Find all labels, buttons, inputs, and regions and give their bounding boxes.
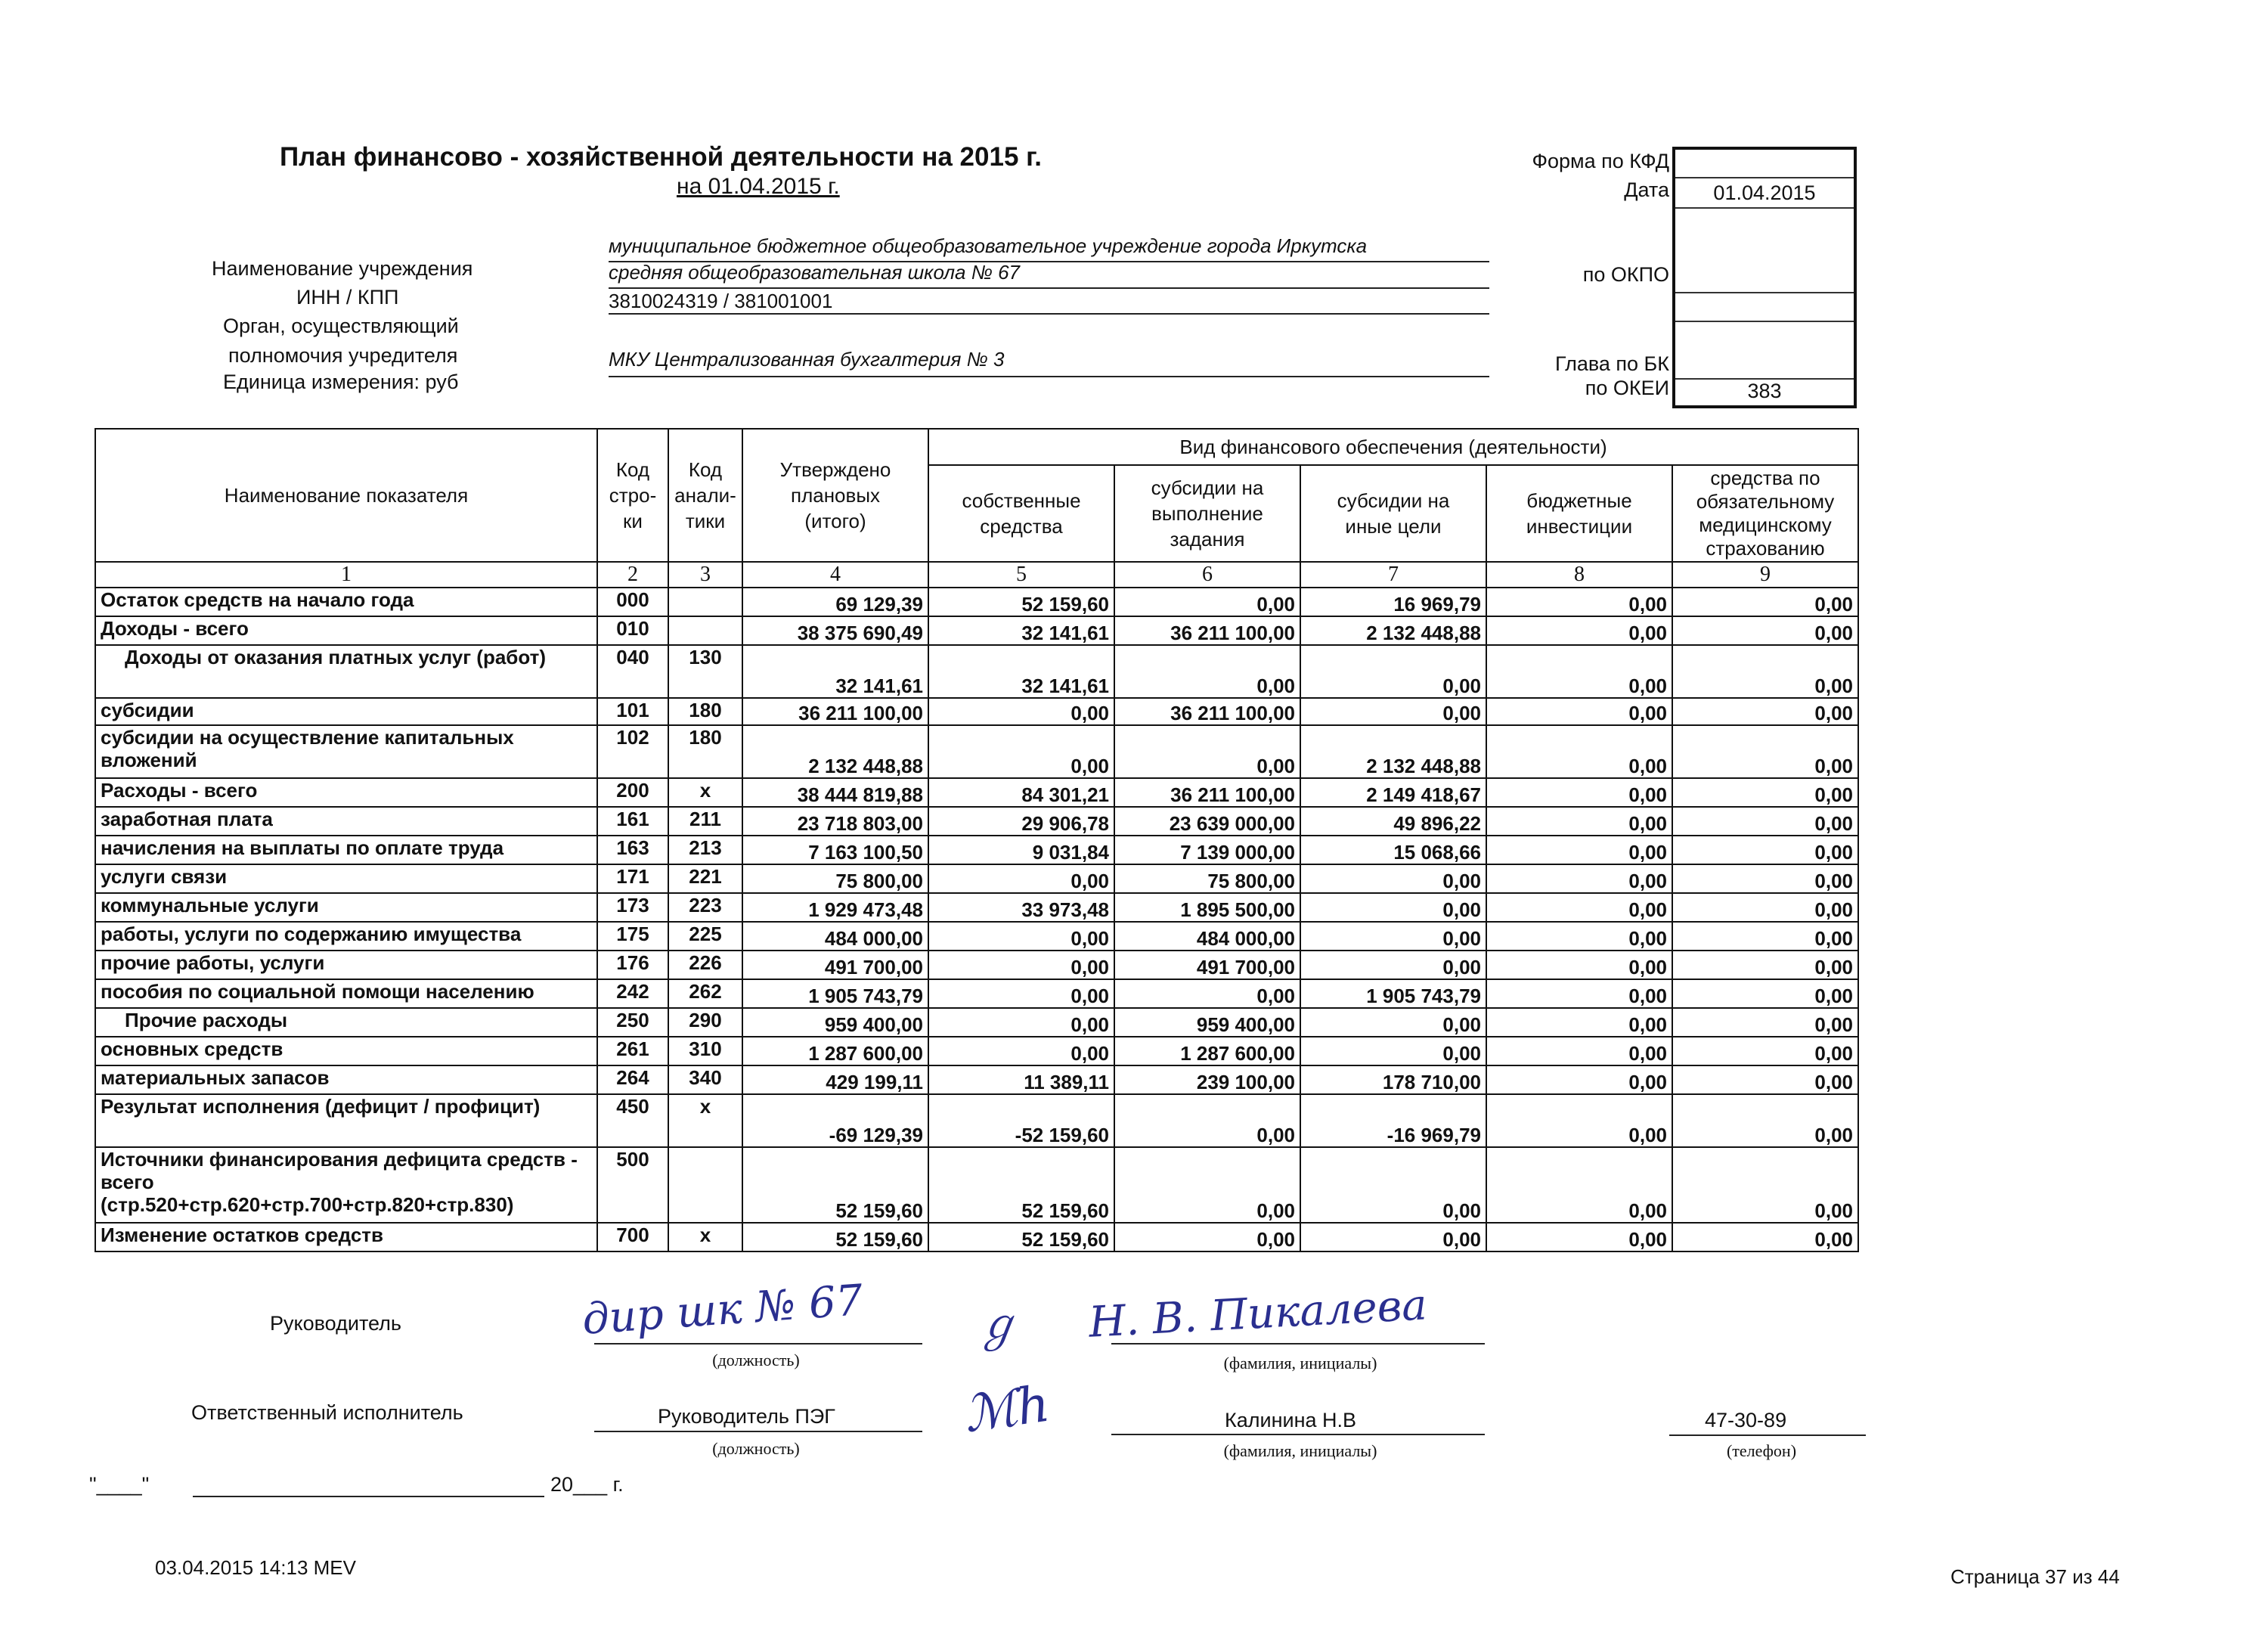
codes-box-divider <box>1675 292 1854 293</box>
row-analytics-code: 340 <box>668 1065 742 1094</box>
row-value: 0,00 <box>1300 1037 1486 1065</box>
row-value: 0,00 <box>1486 1008 1672 1037</box>
row-value: 484 000,00 <box>1114 922 1300 951</box>
row-value: 0,00 <box>1114 1094 1300 1147</box>
row-value: 75 800,00 <box>1114 864 1300 893</box>
row-value: 0,00 <box>1300 893 1486 922</box>
row-value: 52 159,60 <box>928 588 1114 616</box>
row-value: 0,00 <box>1486 951 1672 979</box>
table-row <box>95 979 1858 1008</box>
row-value: 0,00 <box>1486 778 1672 807</box>
head-name-line <box>1111 1343 1485 1345</box>
row-value: 2 132 448,88 <box>1300 616 1486 645</box>
table-row <box>95 588 1858 616</box>
page-title: План финансово - хозяйственной деятельности на 2015 г. <box>280 142 1042 172</box>
table-row <box>95 1008 1858 1037</box>
row-name: субсидии <box>95 698 597 725</box>
row-analytics-code: x <box>668 778 742 807</box>
row-value: 0,00 <box>1672 1147 1858 1223</box>
row-value: 0,00 <box>1300 1147 1486 1223</box>
row-name: Расходы - всего <box>95 778 597 807</box>
institution-name-line1: муниципальное бюджетное общеобразовательное учреждение города Иркутска <box>609 234 1368 257</box>
row-value: 0,00 <box>1486 979 1672 1008</box>
row-value: 23 639 000,00 <box>1114 807 1300 836</box>
row-value: 0,00 <box>1672 951 1858 979</box>
head-name-handwritten: Н. В. Пикалева <box>1087 1280 1429 1348</box>
table-row <box>95 725 1858 778</box>
head-label: Руководитель <box>270 1312 401 1335</box>
row-code: 250 <box>597 1008 668 1037</box>
exec-label: Ответственный исполнитель <box>191 1401 463 1424</box>
row-value: 0,00 <box>1672 778 1858 807</box>
row-value: 0,00 <box>1300 645 1486 698</box>
row-value: 0,00 <box>928 951 1114 979</box>
okpo-label: по ОКПО <box>1582 263 1669 286</box>
row-code: 161 <box>597 807 668 836</box>
table-row <box>95 807 1858 836</box>
row-value: 0,00 <box>1486 922 1672 951</box>
row-name: прочие работы, услуги <box>95 951 597 979</box>
col-head-subs-task: субсидии на выполнение задания <box>1114 465 1300 562</box>
row-code: 264 <box>597 1065 668 1094</box>
row-value: 52 159,60 <box>928 1223 1114 1251</box>
name-caption-1: (фамилия, инициалы) <box>1223 1354 1377 1372</box>
row-analytics-code: x <box>668 1094 742 1147</box>
row-value: 0,00 <box>1300 698 1486 725</box>
table-row <box>95 698 1858 725</box>
row-value: 0,00 <box>1486 725 1672 778</box>
row-code: 450 <box>597 1094 668 1147</box>
row-name: Источники финансирования дефицита средств - всего (стр.520+стр.620+стр.700+стр.820+стр.830) <box>95 1147 597 1223</box>
row-value: 1 287 600,00 <box>1114 1037 1300 1065</box>
col-head-code-analytics: Код анали- тики <box>668 429 742 562</box>
institution-label: Наименование учреждения <box>212 257 473 280</box>
row-value: 0,00 <box>1486 807 1672 836</box>
unit-label: Единица измерения: руб <box>223 371 459 393</box>
row-value: 0,00 <box>1300 951 1486 979</box>
codes-box-divider <box>1675 321 1854 322</box>
table-row <box>95 922 1858 951</box>
row-value: 16 969,79 <box>1300 588 1486 616</box>
row-value: 491 700,00 <box>1114 951 1300 979</box>
row-value: 52 159,60 <box>742 1223 928 1251</box>
row-value: 0,00 <box>928 1037 1114 1065</box>
row-analytics-code: 225 <box>668 922 742 951</box>
row-analytics-code <box>668 588 742 616</box>
row-code: 176 <box>597 951 668 979</box>
col-head-subs-other: субсидии на иные цели <box>1300 465 1486 562</box>
row-code: 700 <box>597 1223 668 1251</box>
row-value: 239 100,00 <box>1114 1065 1300 1094</box>
row-value: 0,00 <box>1114 588 1300 616</box>
row-value: 38 444 819,88 <box>742 778 928 807</box>
table-row <box>95 778 1858 807</box>
row-code: 040 <box>597 645 668 698</box>
row-value: 32 141,61 <box>928 616 1114 645</box>
col-head-invest: бюджетные инвестиции <box>1486 465 1672 562</box>
row-value: 0,00 <box>1672 1094 1858 1147</box>
col-head-name: Наименование показателя <box>95 429 597 562</box>
row-value: -16 969,79 <box>1300 1094 1486 1147</box>
row-name: Изменение остатков средств <box>95 1223 597 1251</box>
table-row <box>95 1065 1858 1094</box>
row-value: 0,00 <box>1672 979 1858 1008</box>
page-counter: Страница 37 из 44 <box>1950 1565 2120 1588</box>
row-code: 173 <box>597 893 668 922</box>
financial-plan-table <box>94 428 1859 1252</box>
row-value: 32 141,61 <box>928 645 1114 698</box>
row-value: 0,00 <box>1672 922 1858 951</box>
okei-label: по ОКЕИ <box>1585 377 1669 399</box>
signature-mark: ℊ <box>974 1298 1021 1352</box>
row-value: 0,00 <box>928 979 1114 1008</box>
row-value: 0,00 <box>1672 1223 1858 1251</box>
row-value: 52 159,60 <box>928 1147 1114 1223</box>
row-value: 84 301,21 <box>928 778 1114 807</box>
row-value: 1 287 600,00 <box>742 1037 928 1065</box>
col-head-group: Вид финансового обеспечения (деятельности) <box>928 429 1858 465</box>
head-position-line <box>594 1343 922 1345</box>
position-caption-2: (должность) <box>712 1439 800 1458</box>
row-name: услуги связи <box>95 864 597 893</box>
row-value: 2 132 448,88 <box>1300 725 1486 778</box>
exec-position: Руководитель ПЭГ <box>658 1405 835 1428</box>
row-value: 2 149 418,67 <box>1300 778 1486 807</box>
row-value: 36 211 100,00 <box>742 698 928 725</box>
row-value: 38 375 690,49 <box>742 616 928 645</box>
table-row <box>95 1037 1858 1065</box>
row-value: 0,00 <box>928 1008 1114 1037</box>
row-value: 36 211 100,00 <box>1114 778 1300 807</box>
row-analytics-code: 290 <box>668 1008 742 1037</box>
founder-value: МКУ Централизованная бухгалтерия № 3 <box>609 348 1005 371</box>
row-name: заработная плата <box>95 807 597 836</box>
form-kfd-label: Форма по КФД <box>1532 150 1669 172</box>
exec-phone-line <box>1669 1434 1866 1436</box>
row-value: 0,00 <box>1486 1065 1672 1094</box>
row-value: 0,00 <box>1486 616 1672 645</box>
exec-name: Калинина Н.В <box>1225 1409 1357 1431</box>
row-analytics-code: 310 <box>668 1037 742 1065</box>
row-value: 0,00 <box>928 725 1114 778</box>
institution-name-line2: средняя общеобразовательная школа № 67 <box>609 261 1020 284</box>
row-value: 0,00 <box>1672 698 1858 725</box>
date-month-line <box>193 1496 544 1497</box>
row-value: -52 159,60 <box>928 1094 1114 1147</box>
head-position-handwritten: дир шк № 67 <box>581 1276 865 1345</box>
row-analytics-code: 180 <box>668 698 742 725</box>
row-name: работы, услуги по содержанию имущества <box>95 922 597 951</box>
codes-box-divider <box>1675 207 1854 209</box>
col-head-own: собственные средства <box>928 465 1114 562</box>
exec-name-line <box>1111 1434 1485 1435</box>
row-value: -69 129,39 <box>742 1094 928 1147</box>
page-subtitle: на 01.04.2015 г. <box>677 174 840 199</box>
table-row <box>95 645 1858 698</box>
row-value: 7 139 000,00 <box>1114 836 1300 864</box>
row-value: 1 905 743,79 <box>1300 979 1486 1008</box>
inn-kpp-underline <box>609 313 1489 315</box>
row-analytics-code: 180 <box>668 725 742 778</box>
row-code: 163 <box>597 836 668 864</box>
idx-cell: 8 <box>1486 562 1672 588</box>
row-value: 0,00 <box>1672 807 1858 836</box>
position-caption-1: (должность) <box>712 1351 800 1369</box>
row-value: 491 700,00 <box>742 951 928 979</box>
row-code: 500 <box>597 1147 668 1223</box>
row-value: 0,00 <box>1672 645 1858 698</box>
col-head-approved: Утверждено плановых (итого) <box>742 429 928 562</box>
row-value: 484 000,00 <box>742 922 928 951</box>
date-label: Дата <box>1624 178 1669 201</box>
row-code: 261 <box>597 1037 668 1065</box>
idx-cell: 3 <box>668 562 742 588</box>
date-day-blank: "____" <box>89 1473 150 1496</box>
row-name: основных средств <box>95 1037 597 1065</box>
idx-cell: 9 <box>1672 562 1858 588</box>
print-timestamp: 03.04.2015 14:13 MEV <box>155 1556 356 1579</box>
idx-cell: 5 <box>928 562 1114 588</box>
inn-kpp-value: 3810024319 / 381001001 <box>609 290 833 312</box>
table-row <box>95 1223 1858 1251</box>
row-value: 15 068,66 <box>1300 836 1486 864</box>
row-value: 75 800,00 <box>742 864 928 893</box>
row-name: Результат исполнения (дефицит / профицит) <box>95 1094 597 1147</box>
row-code: 200 <box>597 778 668 807</box>
row-code: 102 <box>597 725 668 778</box>
row-value: 0,00 <box>1300 864 1486 893</box>
date-year-blank: 20___ г. <box>550 1473 624 1496</box>
row-code: 010 <box>597 616 668 645</box>
row-analytics-code: 223 <box>668 893 742 922</box>
bk-label: Глава по БК <box>1554 352 1669 375</box>
idx-cell: 1 <box>95 562 597 588</box>
row-value: 0,00 <box>928 864 1114 893</box>
table-row <box>95 1094 1858 1147</box>
row-name: Остаток средств на начало года <box>95 588 597 616</box>
row-value: 0,00 <box>1672 836 1858 864</box>
row-value: 1 895 500,00 <box>1114 893 1300 922</box>
okei-value: 383 <box>1747 380 1782 402</box>
inn-kpp-label: ИНН / КПП <box>296 286 399 309</box>
row-analytics-code <box>668 616 742 645</box>
row-value: 0,00 <box>1672 1008 1858 1037</box>
row-code: 171 <box>597 864 668 893</box>
row-value: 32 141,61 <box>742 645 928 698</box>
row-value: 959 400,00 <box>742 1008 928 1037</box>
row-value: 0,00 <box>928 922 1114 951</box>
row-name: Доходы от оказания платных услуг (работ) <box>95 645 597 698</box>
codes-box-divider <box>1675 177 1854 178</box>
idx-cell: 6 <box>1114 562 1300 588</box>
row-value: 33 973,48 <box>928 893 1114 922</box>
row-code: 101 <box>597 698 668 725</box>
row-value: 1 929 473,48 <box>742 893 928 922</box>
row-analytics-code: 262 <box>668 979 742 1008</box>
row-value: 2 132 448,88 <box>742 725 928 778</box>
table-row <box>95 836 1858 864</box>
row-value: 0,00 <box>1300 1008 1486 1037</box>
row-value: 36 211 100,00 <box>1114 616 1300 645</box>
name-caption-2: (фамилия, инициалы) <box>1223 1441 1377 1460</box>
row-value: 0,00 <box>1114 645 1300 698</box>
idx-cell: 7 <box>1300 562 1486 588</box>
row-value: 0,00 <box>1114 1223 1300 1251</box>
row-value: 0,00 <box>1486 1147 1672 1223</box>
row-name: материальных запасов <box>95 1065 597 1094</box>
row-value: 1 905 743,79 <box>742 979 928 1008</box>
row-name: субсидии на осуществление капитальных вложений <box>95 725 597 778</box>
exec-signature-mark: ℳℎ <box>960 1374 1053 1444</box>
institution-underline-2 <box>609 287 1489 289</box>
row-code: 175 <box>597 922 668 951</box>
idx-cell: 4 <box>742 562 928 588</box>
row-value: 0,00 <box>1486 1223 1672 1251</box>
row-name: пособия по социальной помощи населению <box>95 979 597 1008</box>
row-analytics-code: x <box>668 1223 742 1251</box>
row-value: 0,00 <box>1486 645 1672 698</box>
row-analytics-code: 221 <box>668 864 742 893</box>
row-value: 0,00 <box>1114 1147 1300 1223</box>
founder-label-2: полномочия учредителя <box>228 344 458 367</box>
row-value: 0,00 <box>1486 588 1672 616</box>
exec-position-line <box>594 1431 922 1432</box>
row-analytics-code: 213 <box>668 836 742 864</box>
row-value: 0,00 <box>1486 836 1672 864</box>
row-value: 0,00 <box>1486 1037 1672 1065</box>
row-code: 242 <box>597 979 668 1008</box>
table-row <box>95 864 1858 893</box>
row-value: 23 718 803,00 <box>742 807 928 836</box>
row-value: 0,00 <box>1486 864 1672 893</box>
row-value: 0,00 <box>1486 893 1672 922</box>
column-index-row <box>95 562 1858 588</box>
row-value: 959 400,00 <box>1114 1008 1300 1037</box>
codes-box <box>1672 147 1857 408</box>
row-name: Доходы - всего <box>95 616 597 645</box>
row-value: 0,00 <box>1672 616 1858 645</box>
col-head-oms: средства по обязательному медицинскому страхованию <box>1672 465 1858 562</box>
row-value: 0,00 <box>1672 1065 1858 1094</box>
founder-label-1: Орган, осуществляющий <box>223 315 459 337</box>
row-value: 52 159,60 <box>742 1147 928 1223</box>
row-name: Прочие расходы <box>95 1008 597 1037</box>
row-value: 29 906,78 <box>928 807 1114 836</box>
row-name: начисления на выплаты по оплате труда <box>95 836 597 864</box>
row-analytics-code: 226 <box>668 951 742 979</box>
row-value: 0,00 <box>1114 725 1300 778</box>
row-analytics-code <box>668 1147 742 1223</box>
row-value: 0,00 <box>1486 698 1672 725</box>
row-value: 7 163 100,50 <box>742 836 928 864</box>
row-value: 178 710,00 <box>1300 1065 1486 1094</box>
row-name: коммунальные услуги <box>95 893 597 922</box>
table-row <box>95 1147 1858 1223</box>
row-value: 0,00 <box>1672 588 1858 616</box>
row-value: 11 389,11 <box>928 1065 1114 1094</box>
date-value: 01.04.2015 <box>1713 181 1816 204</box>
row-value: 36 211 100,00 <box>1114 698 1300 725</box>
exec-phone: 47-30-89 <box>1705 1409 1787 1431</box>
row-value: 0,00 <box>928 698 1114 725</box>
phone-caption: (телефон) <box>1726 1441 1797 1460</box>
row-analytics-code: 211 <box>668 807 742 836</box>
row-value: 0,00 <box>1672 1037 1858 1065</box>
row-code: 000 <box>597 588 668 616</box>
row-value: 429 199,11 <box>742 1065 928 1094</box>
col-head-code-row: Код стро- ки <box>597 429 668 562</box>
table-row <box>95 616 1858 645</box>
table-row <box>95 951 1858 979</box>
row-value: 0,00 <box>1486 1094 1672 1147</box>
row-value: 9 031,84 <box>928 836 1114 864</box>
row-value: 69 129,39 <box>742 588 928 616</box>
row-value: 0,00 <box>1672 725 1858 778</box>
row-value: 0,00 <box>1300 1223 1486 1251</box>
idx-cell: 2 <box>597 562 668 588</box>
row-analytics-code: 130 <box>668 645 742 698</box>
row-value: 0,00 <box>1672 864 1858 893</box>
row-value: 0,00 <box>1114 979 1300 1008</box>
row-value: 0,00 <box>1300 922 1486 951</box>
table-row <box>95 893 1858 922</box>
row-value: 49 896,22 <box>1300 807 1486 836</box>
row-value: 0,00 <box>1672 893 1858 922</box>
